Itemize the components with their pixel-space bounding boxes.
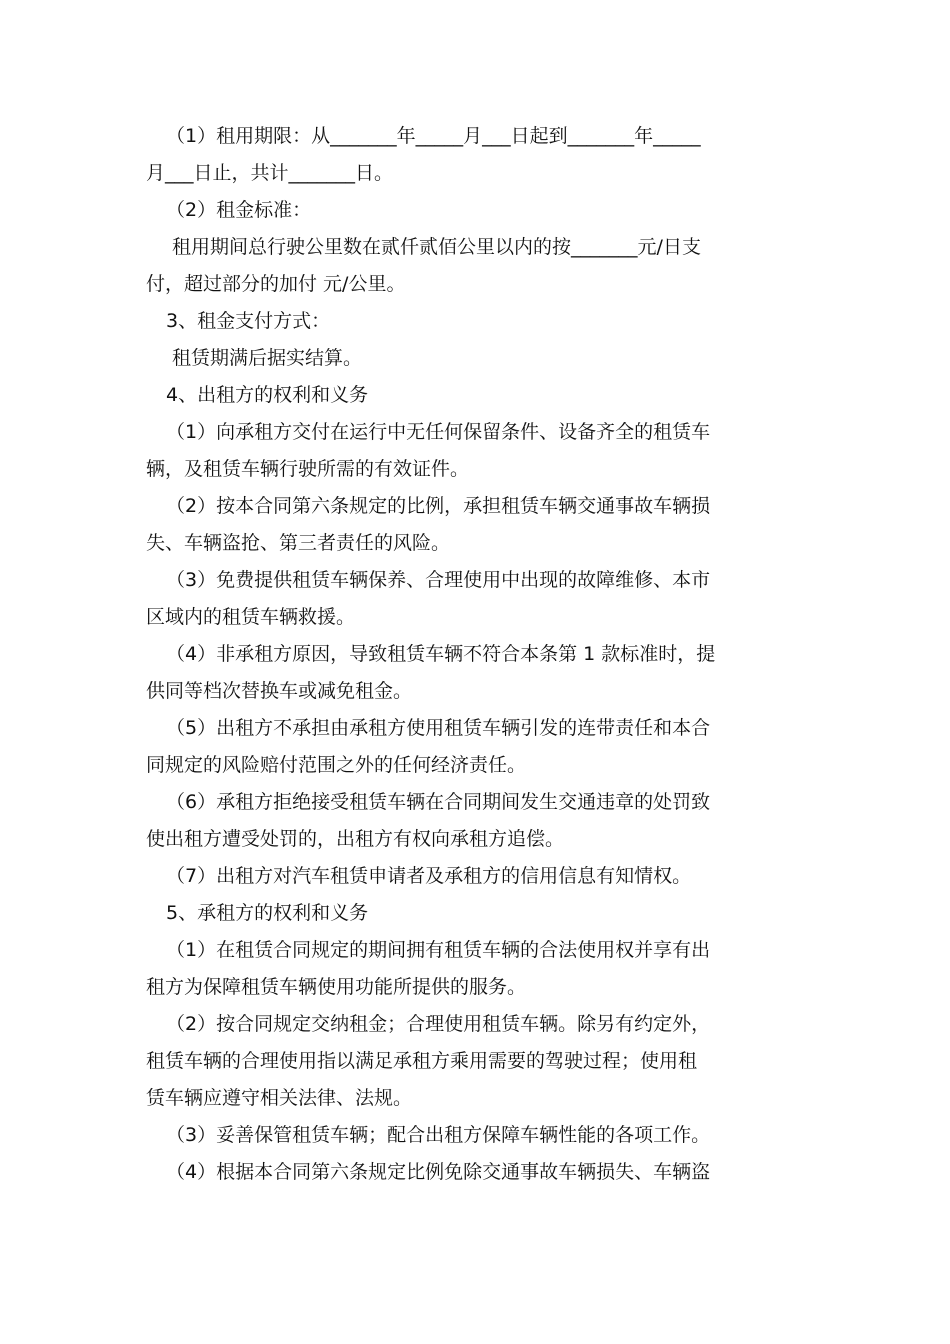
text-line: 使出租方遭受处罚的，出租方有权向承租方追偿。 — [146, 828, 565, 850]
paragraph-section-3-body — [146, 340, 808, 377]
paragraph-term — [146, 118, 808, 192]
text-line: （6）承租方拒绝接受租赁车辆在合同期间发生交通违章的处罚致 — [166, 791, 711, 813]
paragraph-s4-6 — [146, 784, 808, 858]
text-line: 供同等档次替换车或减免租金。 — [146, 680, 413, 702]
paragraph-s4-5 — [146, 710, 808, 784]
text-line: （4）非承租方原因，导致租赁车辆不符合本条第 1 款标准时，提 — [166, 643, 716, 665]
paragraph-s4-4 — [146, 636, 808, 710]
paragraph-section-5 — [146, 895, 808, 932]
paragraph-s4-2 — [146, 488, 808, 562]
paragraph-rent-standard-heading — [146, 192, 808, 229]
document-body — [146, 118, 808, 1191]
text-line: （3）妥善保管租赁车辆；配合出租方保障车辆性能的各项工作。 — [166, 1124, 711, 1146]
text-line: 租赁车辆的合理使用指以满足承租方乘用需要的驾驶过程；使用租 — [146, 1050, 698, 1072]
paragraph-s5-1 — [146, 932, 808, 1006]
text-line: （2）按本合同第六条规定的比例，承担租赁车辆交通事故车辆损 — [166, 495, 711, 517]
text-line: （4）根据本合同第六条规定比例免除交通事故车辆损失、车辆盗 — [166, 1161, 711, 1183]
text-line: （1）租用期限：从_______年_____月___日起到_______年_____ — [166, 125, 701, 147]
text-line: 区域内的租赁车辆救援。 — [146, 606, 356, 628]
text-line: 3、租金支付方式： — [166, 310, 331, 332]
paragraph-s4-3 — [146, 562, 808, 636]
paragraph-s5-4 — [146, 1154, 808, 1191]
text-line: 辆，及租赁车辆行驶所需的有效证件。 — [146, 458, 470, 480]
text-line: 租方为保障租赁车辆使用功能所提供的服务。 — [146, 976, 527, 998]
paragraph-section-3 — [146, 303, 808, 340]
paragraph-s5-2 — [146, 1006, 808, 1117]
paragraph-s4-7 — [146, 858, 808, 895]
paragraph-s4-1 — [146, 414, 808, 488]
text-line: 赁车辆应遵守相关法律、法规。 — [146, 1087, 413, 1109]
text-line: 5、承租方的权利和义务 — [166, 902, 369, 924]
text-line: 租用期间总行驶公里数在贰仟贰佰公里以内的按_______元/日支 — [166, 236, 701, 258]
text-line: 租赁期满后据实结算。 — [166, 347, 363, 369]
text-line: （1）在租赁合同规定的期间拥有租赁车辆的合法使用权并享有出 — [166, 939, 711, 961]
text-line: （1）向承租方交付在运行中无任何保留条件、设备齐全的租赁车 — [166, 421, 711, 443]
text-line: （2）按合同规定交纳租金；合理使用租赁车辆。除另有约定外， — [166, 1013, 711, 1035]
text-line: 付，超过部分的加付 元/公里。 — [146, 273, 406, 295]
text-line: （3）免费提供租赁车辆保养、合理使用中出现的故障维修、本市 — [166, 569, 711, 591]
paragraph-section-4 — [146, 377, 808, 414]
text-line: 4、出租方的权利和义务 — [166, 384, 369, 406]
text-line: 月___日止，共计_______日。 — [146, 162, 394, 184]
paragraph-s5-3 — [146, 1117, 808, 1154]
text-line: （5）出租方不承担由承租方使用租赁车辆引发的连带责任和本合 — [166, 717, 711, 739]
text-line: （2）租金标准： — [166, 199, 312, 221]
text-line: （7）出租方对汽车租赁申请者及承租方的信用信息有知情权。 — [166, 865, 692, 887]
text-line: 同规定的风险赔付范围之外的任何经济责任。 — [146, 754, 527, 776]
paragraph-rent-standard-body — [146, 229, 808, 303]
text-line: 失、车辆盗抢、第三者责任的风险。 — [146, 532, 451, 554]
